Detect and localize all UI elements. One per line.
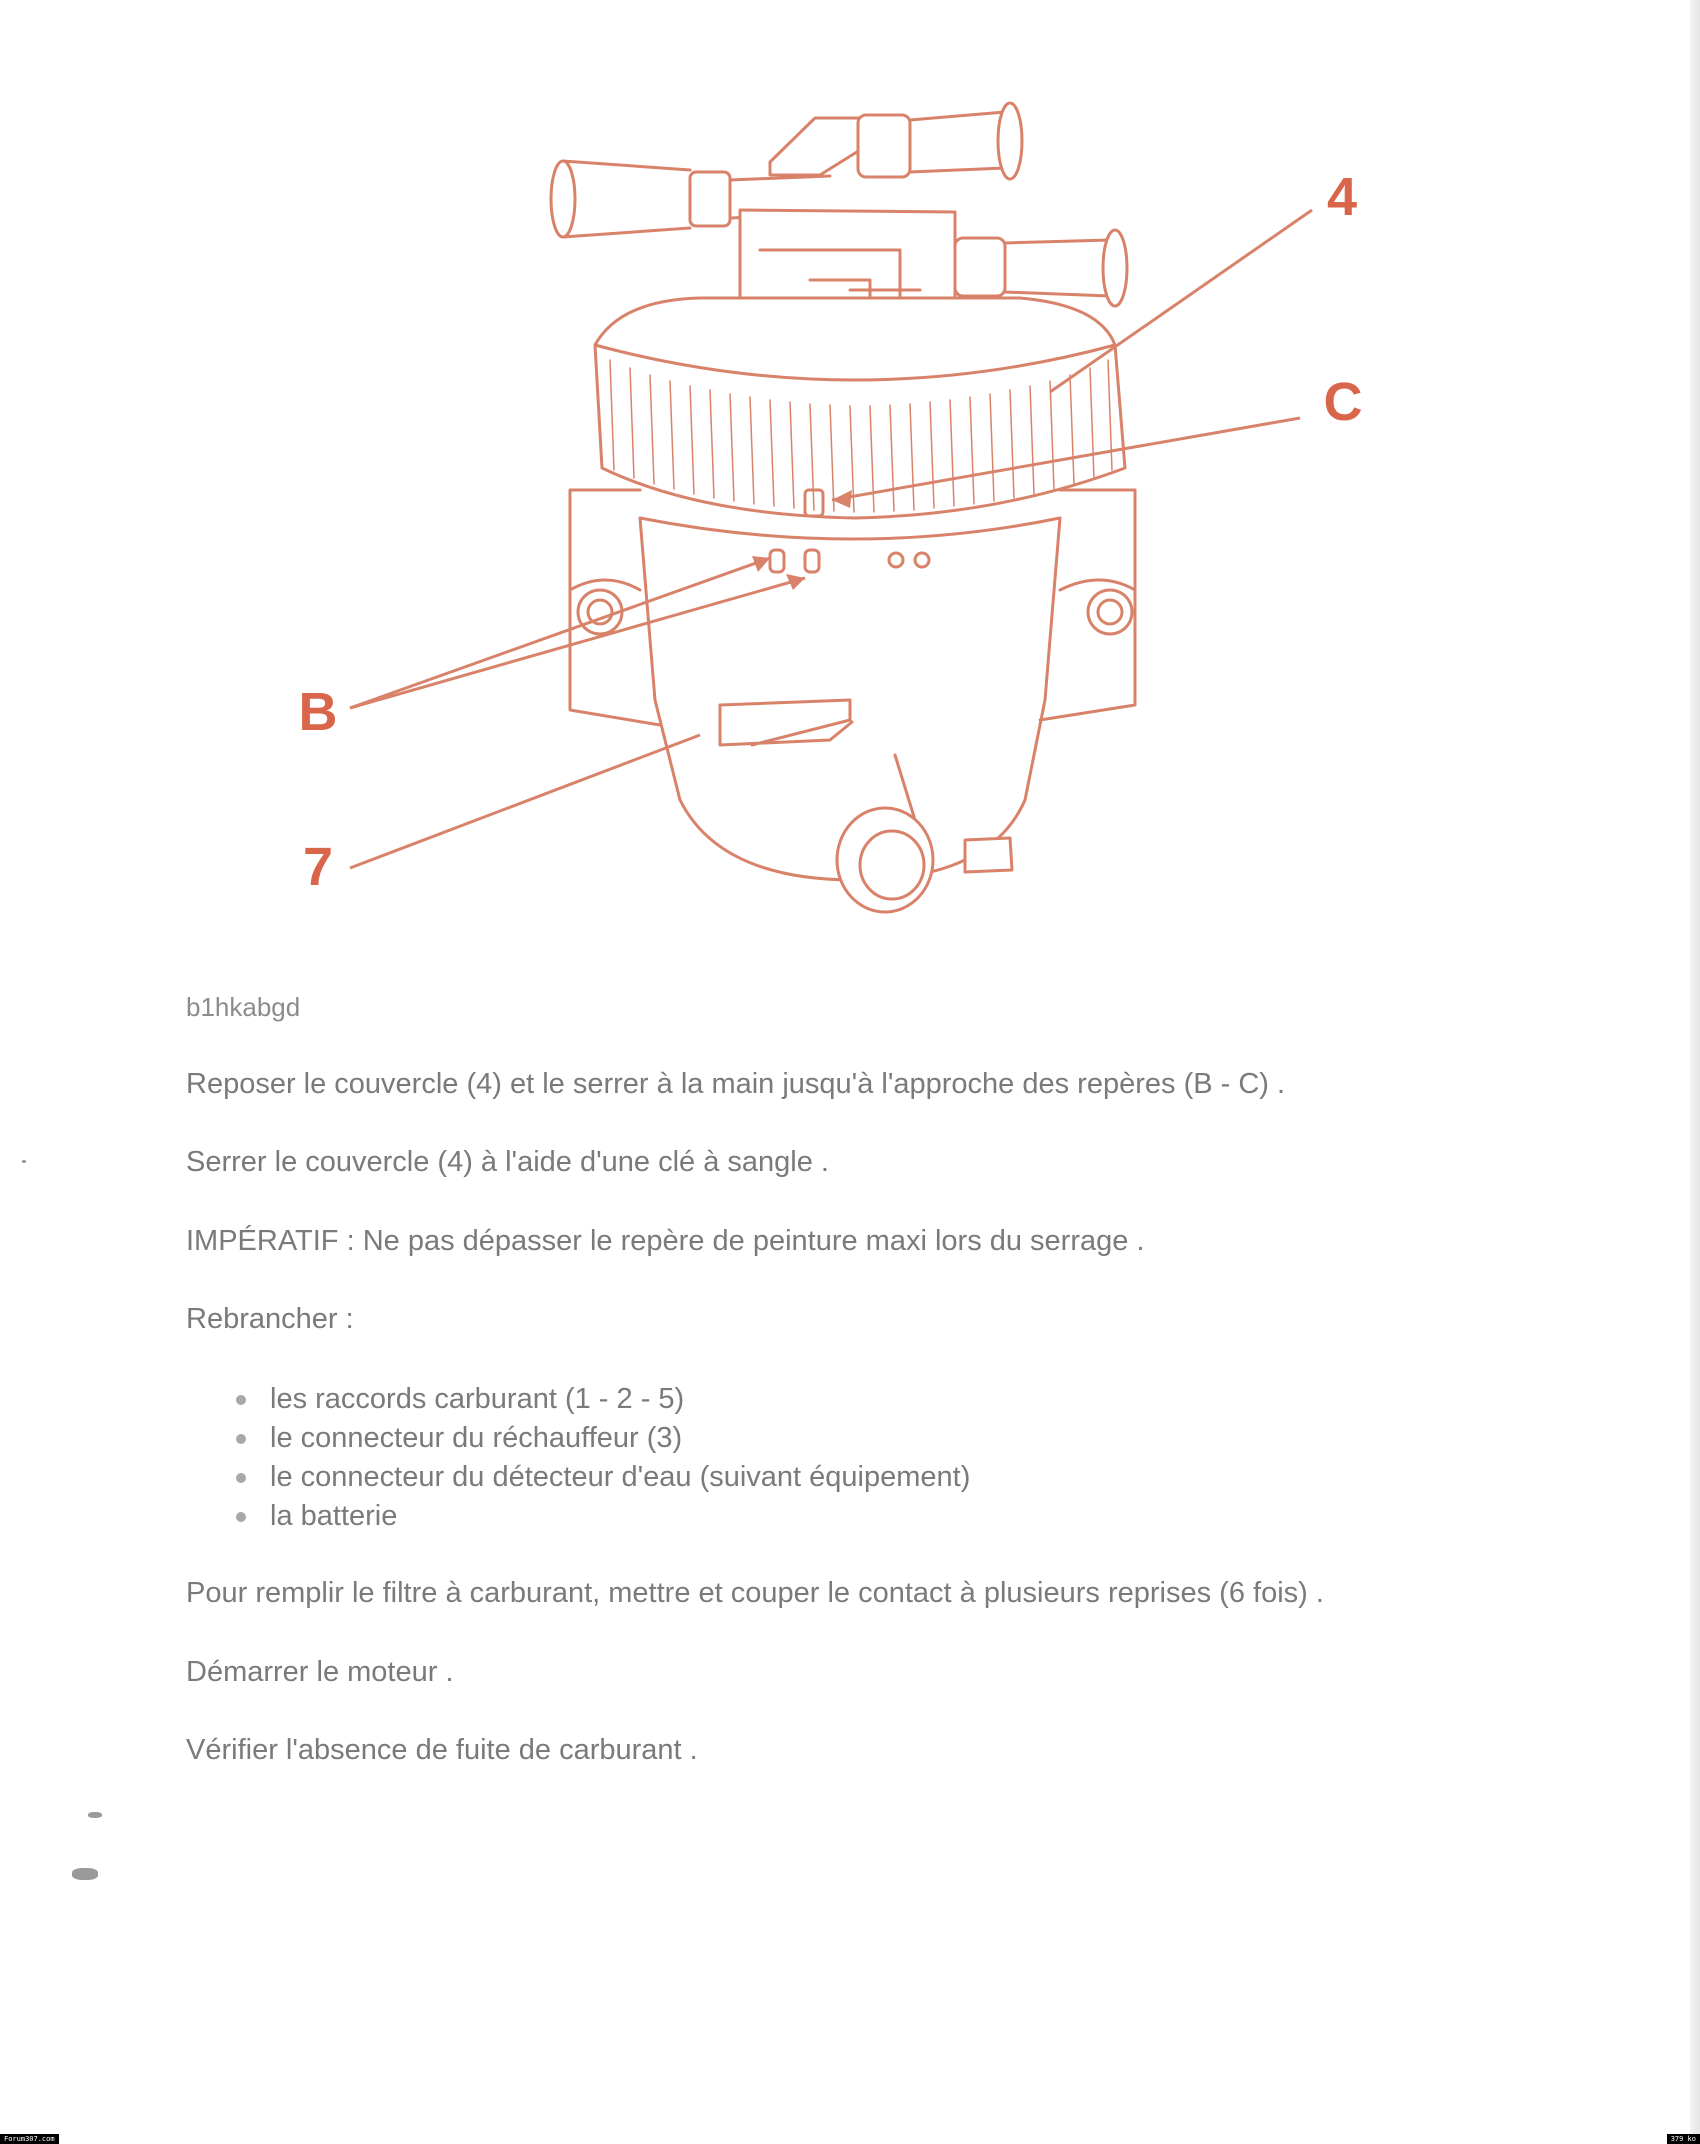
paragraph-imperatif: IMPÉRATIF : Ne pas dépasser le repère de peinture maxi lors du serrage . bbox=[186, 1225, 1145, 1257]
list-item: la batterie bbox=[234, 1497, 970, 1536]
filter-bowl bbox=[570, 490, 1135, 912]
list-item: le connecteur du détecteur d'eau (suivant équipement) bbox=[234, 1458, 970, 1497]
callout-c: C bbox=[1323, 372, 1363, 432]
bullet-icon bbox=[236, 1434, 246, 1444]
bullet-icon bbox=[236, 1512, 246, 1522]
figure-id: b1hkabgd bbox=[186, 992, 301, 1022]
reconnect-list bbox=[234, 1380, 970, 1536]
paragraph-verifier: Vérifier l'absence de fuite de carburant . bbox=[186, 1734, 698, 1766]
list-item: le connecteur du réchauffeur (3) bbox=[234, 1419, 970, 1458]
fuel-filter-diagram bbox=[260, 80, 1420, 940]
footer-size-tag: 379 ko bbox=[1667, 2134, 1700, 2144]
paragraph-remplir: Pour remplir le filtre à carburant, mettre et couper le contact à plusieurs reprises (6 fois) . bbox=[186, 1577, 1324, 1609]
paragraph-serrer: Serrer le couvercle (4) à l'aide d'une clé à sangle . bbox=[186, 1146, 829, 1178]
bullet-icon bbox=[236, 1395, 246, 1405]
bullet-icon bbox=[236, 1473, 246, 1483]
list-item: les raccords carburant (1 - 2 - 5) bbox=[234, 1380, 970, 1419]
scan-speck bbox=[72, 1868, 98, 1880]
top-fuel-pipe bbox=[770, 103, 1022, 179]
callout-b: B bbox=[298, 682, 338, 742]
callout-4: 4 bbox=[1326, 167, 1358, 227]
footer-site-tag: Forum307.com bbox=[0, 2134, 59, 2144]
paragraph-rebrancher: Rebrancher : bbox=[186, 1303, 354, 1335]
page-edge-shadow bbox=[1690, 0, 1700, 2144]
callout-7: 7 bbox=[302, 837, 334, 897]
scan-speck bbox=[88, 1812, 102, 1818]
ribbed-cover bbox=[595, 298, 1125, 518]
paragraph-reposer: Reposer le couvercle (4) et le serrer à la main jusqu'à l'approche des repères (B - C) . bbox=[186, 1068, 1286, 1100]
right-fuel-pipe bbox=[955, 230, 1127, 306]
paragraph-demarrer: Démarrer le moteur . bbox=[186, 1656, 454, 1688]
scan-speck bbox=[22, 1160, 26, 1163]
